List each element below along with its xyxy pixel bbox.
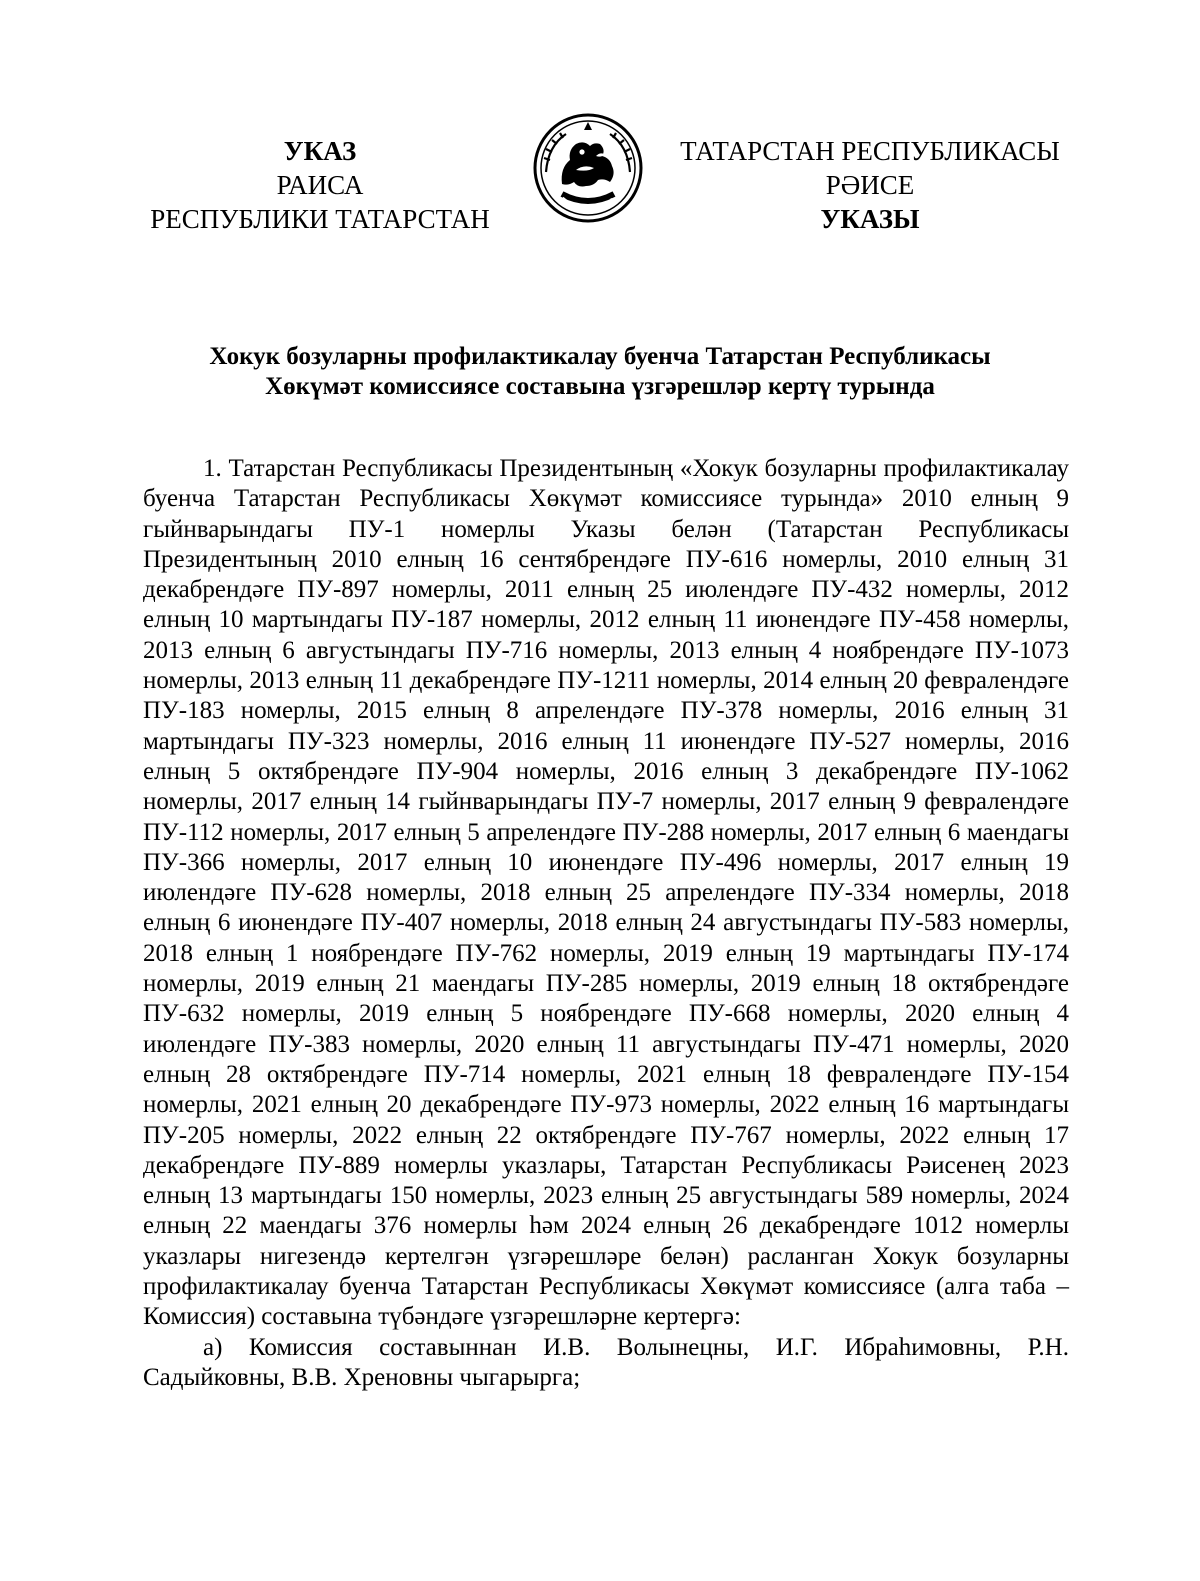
- body-paragraph-1: 1. Татарстан Республикасы Президентының «Хокук бозуларны профилактикалау буенча Татарстан Республикасы Хөкүмәт комиссиясе турында» 2010 елның 9 гыйнварындагы ПУ-1 номерлы Указы белән (Татарстан Республикасы Президентының 2010 елның 16 сентябрендәге ПУ-616 номерлы, 2010 елның 31 декабрендәге ПУ-897 номерлы, 2011 елның 25 июлендәге ПУ-432 номерлы, 2012 елның 10 мартындагы ПУ-187 номерлы, 2012 елның 11 июнендәге ПУ-458 номерлы, 2013 елның 6 августындагы ПУ-716 номерлы, 2013 елның 4 ноябрендәге ПУ-1073 номерлы, 2013 елның 11 декабрендәге ПУ-1211 номерлы, 2014 елның 20 февралендәге ПУ-183 номерлы, 2015 елның 8 апрелендәге ПУ-378 номерлы, 2016 елның 31 мартындагы ПУ-323 номерлы, 2016 елның 11 июнендәге ПУ-527 номерлы, 2016 елның 5 октябрендәге ПУ-904 номерлы, 2016 елның 3 декабрендәге ПУ-1062 номерлы, 2017 елның 14 гыйнварындагы ПУ-7 номерлы, 2017 елның 9 февралендәге ПУ-112 номерлы, 2017 елның 5 апрелендәге ПУ-288 номерлы, 2017 елның 6 маендагы ПУ-366 номерлы, 2017 елның 10 июнендәге ПУ-496 номерлы, 2017 елның 19 июлендәге ПУ-628 номерлы, 2018 елның 25 апрелендәге ПУ-334 номерлы, 2018 елның 6 июнендәге ПУ-407 номерлы, 2018 елның 24 августындагы ПУ-583 номерлы, 2018 елның 1 ноябрендәге ПУ-762 номерлы, 2019 елның 19 мартындагы ПУ-174 номерлы, 2019 елның 21 маендагы ПУ-285 номерлы, 2019 елның 18 октябрендәге ПУ-632 номерлы, 2019 елның 5 ноябрендәге ПУ-668 номерлы, 2020 елның 4 июлендәге ПУ-383 номерлы, 2020 елның 11 августындагы ПУ-471 номерлы, 2020 елның 28 октябрендәге ПУ-714 номерлы, 2021 елның 18 февралендәге ПУ-154 номерлы, 2021 елның 20 декабрендәге ПУ-973 номерлы, 2022 елның 16 мартындагы ПУ-205 номерлы, 2022 елның 22 октябрендәге ПУ-767 номерлы, 2022 елның 17 декабрендәге ПУ-889 номерлы указлары, Татарстан Республикасы Рәисенең 2023 елның 13 мартындагы 150 номерлы, 2023 елның 25 августындагы 589 номерлы, 2024 елның 22 маендагы 376 номерлы һәм 2024 елның 26 декабрендәге 1012 номерлы указлары нигезендә кертелгән үзгәрешләре белән) расланган Хокук бозуларны профилактикалау буенча Татарстан Республикасы Хөкүмәт комиссиясе (алга таба – Комиссия) составына түбәндәге үзгәрешләрне кертергә:: [143, 455, 1069, 1331]
- header-right-tatar: [670, 134, 1070, 236]
- header-left-line2: РАИСА: [276, 170, 364, 200]
- document-title: [120, 342, 1080, 402]
- header-left-russian: [120, 134, 520, 236]
- header-left-line1: УКАЗ: [283, 136, 357, 166]
- header-left-line3: РЕСПУБЛИКИ ТАТАРСТАН: [150, 204, 490, 234]
- header-right-line3: УКАЗЫ: [820, 204, 920, 234]
- document-body: [143, 454, 1069, 1393]
- header-right-line2: РӘИСЕ: [825, 170, 915, 200]
- emblem-ring-text: ТАТАРСТАН: [558, 195, 618, 215]
- document-title-line1: Хокук бозуларны профилактикалау буенча Татарстан Республикасы: [209, 343, 991, 370]
- document-title-line2: Хөкүмәт комиссиясе составына үзгәрешләр кертү турында: [265, 373, 935, 400]
- tatarstan-coat-of-arms-icon: [532, 112, 644, 224]
- body-paragraph-2: а) Комиссия составыннан И.В. Волынецны, И.Г. Ибраһимовны, Р.Н. Садыйковны, В.В. Хреновны чыгарырга;: [143, 1333, 1069, 1391]
- header-right-line1: ТАТАРСТАН РЕСПУБЛИКАСЫ: [680, 136, 1060, 166]
